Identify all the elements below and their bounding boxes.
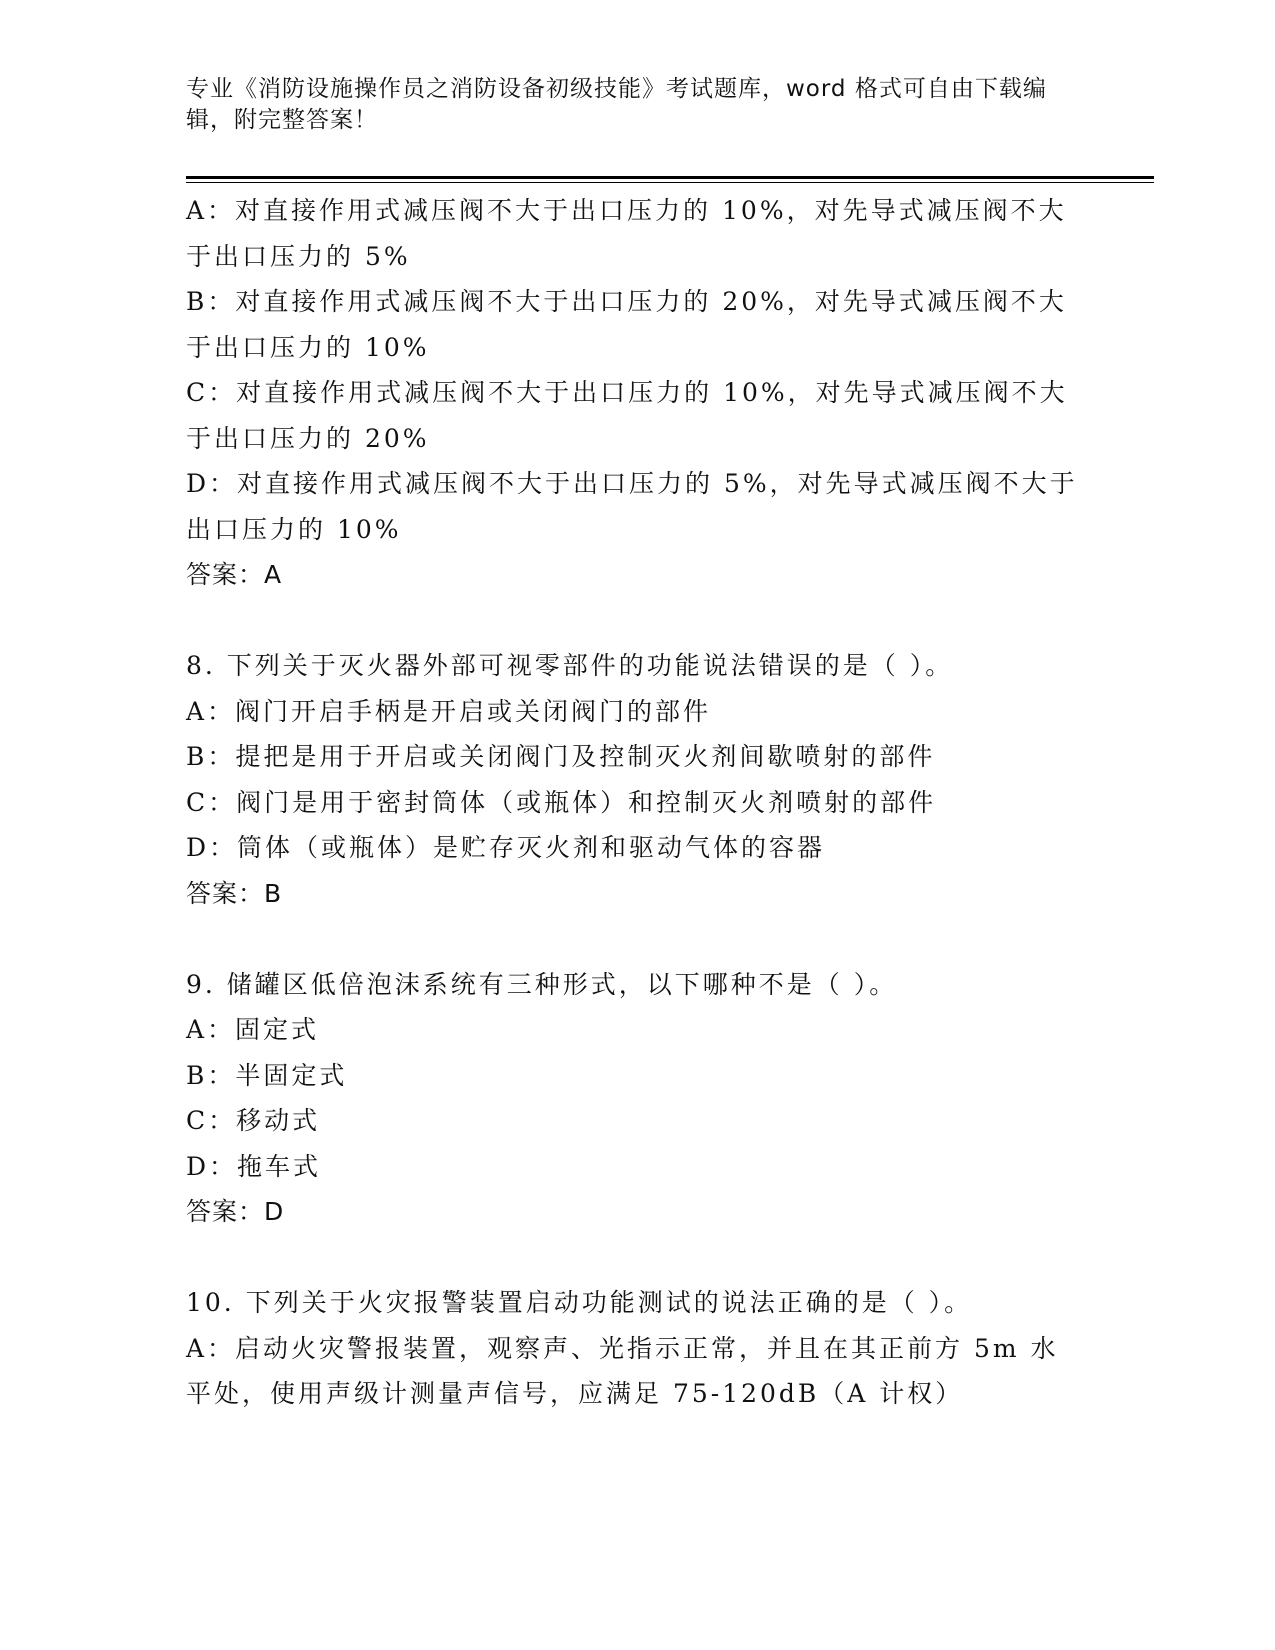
q8-option-c: C：阀门是用于密封筒体（或瓶体）和控制灭火剂喷射的部件 — [186, 787, 937, 817]
q8-question-text: 8. 下列关于灭火器外部可视零部件的功能说法错误的是（ ）。 — [186, 651, 954, 680]
q9-answer: 答案：D — [186, 1197, 285, 1226]
q7-option-c-line-1: C：对直接作用式减压阀不大于出口压力的 10%，对先导式减压阀不大 — [186, 378, 1068, 407]
spacer — [186, 598, 1086, 644]
q9-option-c: C：移动式 — [186, 1106, 321, 1135]
q9-option-b: B：半固定式 — [186, 1060, 348, 1090]
q8-option-b: B：提把是用于开启或关闭阀门及控制灭火剂间歇喷射的部件 — [186, 742, 936, 771]
question-9-block — [186, 962, 1086, 1235]
q7-option-a-line-1: A：对直接作用式减压阀不大于出口压力的 10%，对先导式减压阀不大 — [186, 196, 1067, 225]
header-line-2: 辑，附完整答案！ — [186, 107, 378, 133]
q7-option-d-line-2: 出口压力的 10% — [186, 514, 402, 544]
q7-option-c-line-2: 于出口压力的 20% — [186, 423, 430, 453]
q8-option-a: A：阀门开启手柄是开启或关闭阀门的部件 — [186, 696, 712, 726]
header-divider-thin — [186, 182, 1154, 183]
document-header — [186, 74, 1066, 136]
q7-answer: 答案：A — [186, 560, 283, 589]
q9-option-d: D：拖车式 — [186, 1151, 322, 1181]
q7-option-b-line-1: B：对直接作用式减压阀不大于出口压力的 20%，对先导式减压阀不大 — [186, 287, 1067, 316]
question-10-block — [186, 1280, 1086, 1417]
q8-answer: 答案：B — [186, 878, 283, 908]
spacer — [186, 1235, 1086, 1281]
q7-option-a-line-2: 于出口压力的 5% — [186, 241, 411, 271]
q8-option-d: D：筒体（或瓶体）是贮存灭火剂和驱动气体的容器 — [186, 833, 826, 862]
question-list — [186, 188, 1086, 1417]
q10-option-a-line-2: 平处，使用声级计测量声信号，应满足 75-120dB（A 计权） — [186, 1379, 964, 1408]
header-line-1: 专业《消防设施操作员之消防设备初级技能》考试题库，word 格式可自由下载编 — [186, 76, 1047, 102]
q10-option-a-line-1: A：启动火灾警报装置，观察声、光指示正常，并且在其正前方 5m 水 — [186, 1333, 1059, 1363]
header-divider-thick — [186, 176, 1154, 179]
question-7-block — [186, 188, 1086, 598]
spacer — [186, 916, 1086, 962]
q7-option-d-line-1: D：对直接作用式减压阀不大于出口压力的 5%，对先导式减压阀不大于 — [186, 469, 1078, 498]
q9-option-a: A：固定式 — [186, 1015, 320, 1044]
question-8-block — [186, 643, 1086, 916]
q9-question-text: 9. 储罐区低倍泡沫系统有三种形式，以下哪种不是（ ）。 — [186, 969, 898, 999]
q10-question-text: 10. 下列关于火灾报警装置启动功能测试的说法正确的是（ ）。 — [186, 1288, 973, 1317]
q7-option-b-line-2: 于出口压力的 10% — [186, 332, 430, 362]
